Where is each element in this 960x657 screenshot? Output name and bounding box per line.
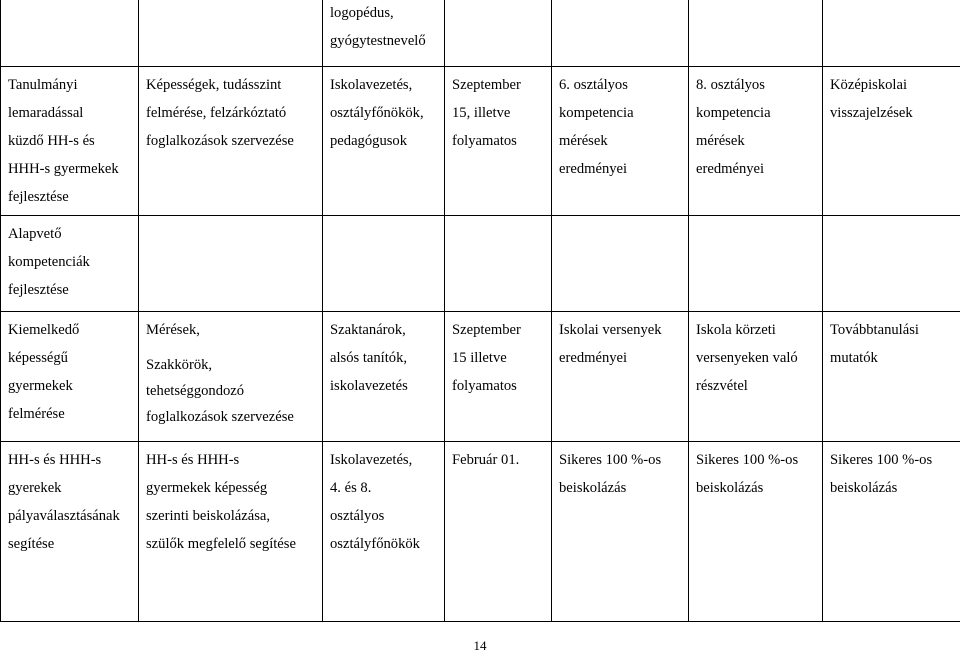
- cell-text: Sikeres 100 %-os: [559, 452, 662, 468]
- cell-text: HH-s és HHH-s: [146, 452, 240, 468]
- table-cell: [139, 442, 323, 622]
- cell-text: Alapvető: [8, 226, 62, 242]
- cell-text: pedagógusok: [330, 133, 408, 149]
- cell-text: mutatók: [830, 350, 878, 366]
- cell-text: 4. és 8.: [330, 480, 372, 496]
- table-row-alapveto-kompetenciak: [1, 216, 960, 312]
- cell-text: versenyeken való: [696, 350, 798, 366]
- cell-text: mérések: [696, 133, 745, 149]
- cell-text: Sikeres 100 %-os: [830, 452, 933, 468]
- cell-text: Kiemelkedő: [8, 322, 80, 338]
- cell-text: kompetencia: [559, 105, 634, 121]
- cell-text: fejlesztése: [8, 189, 69, 205]
- table-cell: [323, 0, 445, 67]
- table-cell: [552, 216, 689, 312]
- table-cell: [823, 312, 960, 442]
- cell-text: Képességek, tudásszint: [146, 77, 282, 93]
- cell-text: felmérése: [8, 406, 65, 422]
- table-cell: [323, 442, 445, 622]
- table-cell: [445, 312, 552, 442]
- table-cell: [323, 312, 445, 442]
- table-row-tanulmanyi-lemaradas: [1, 67, 960, 216]
- table-cell: [139, 312, 323, 442]
- cell-text: fejlesztése: [8, 282, 69, 298]
- cell-text: Szaktanárok,: [330, 322, 406, 338]
- cell-text: Iskolavezetés,: [330, 77, 413, 93]
- table-cell: [823, 442, 960, 622]
- cell-text: osztályfőnökök,: [330, 105, 424, 121]
- table-cell: [445, 0, 552, 67]
- cell-text: segítése: [8, 536, 55, 552]
- cell-text: gyerekek: [8, 480, 62, 496]
- cell-text: Szakkörök,: [146, 357, 213, 373]
- cell-text: folyamatos: [452, 378, 517, 394]
- table-row-top-row: [1, 0, 960, 67]
- cell-text: HHH-s gyermekek: [8, 161, 119, 177]
- cell-text: Középiskolai: [830, 77, 908, 93]
- cell-text: tehetséggondozó: [146, 383, 245, 399]
- cell-text: lemaradással: [8, 105, 84, 121]
- cell-text: részvétel: [696, 378, 748, 394]
- cell-text: Iskolavezetés,: [330, 452, 413, 468]
- cell-text: kompetenciák: [8, 254, 90, 270]
- cell-text: eredményei: [559, 161, 628, 177]
- table-cell: [1, 0, 139, 67]
- cell-text: Továbbtanulási: [830, 322, 919, 338]
- table-cell: [445, 216, 552, 312]
- table-cell: [323, 67, 445, 216]
- cell-text: beiskolázás: [830, 480, 898, 496]
- cell-text: Mérések,: [146, 322, 200, 338]
- cell-text: kompetencia: [696, 105, 771, 121]
- cell-text: logopédus,: [330, 5, 394, 21]
- cell-text: 8. osztályos: [696, 77, 765, 93]
- table-cell: [1, 67, 139, 216]
- table-cell: [552, 312, 689, 442]
- cell-text: folyamatos: [452, 133, 517, 149]
- cell-text: szerinti beiskolázása,: [146, 508, 270, 524]
- table-cell: [689, 216, 823, 312]
- cell-text: Szeptember: [452, 77, 521, 93]
- table-cell: [823, 0, 960, 67]
- cell-text: Tanulmányi: [8, 77, 78, 93]
- cell-text: Iskolai versenyek: [559, 322, 662, 338]
- table-row-palyavalasztas: [1, 442, 960, 622]
- table-cell: [689, 67, 823, 216]
- page-number: 14: [473, 638, 487, 653]
- table-cell: [552, 0, 689, 67]
- cell-text: alsós tanítók,: [330, 350, 408, 366]
- table-cell: [552, 442, 689, 622]
- cell-text: gyermekek: [8, 378, 73, 394]
- table-cell: [823, 67, 960, 216]
- cell-text: eredményei: [696, 161, 765, 177]
- cell-text: Szeptember: [452, 322, 521, 338]
- cell-text: Sikeres 100 %-os: [696, 452, 799, 468]
- cell-text: Iskola körzeti: [696, 322, 776, 338]
- cell-text: visszajelzések: [830, 105, 913, 121]
- table-cell: [139, 216, 323, 312]
- table-cell: [1, 216, 139, 312]
- cell-text: küzdő HH-s és: [8, 133, 95, 149]
- cell-text: iskolavezetés: [330, 378, 408, 394]
- cell-text: beiskolázás: [559, 480, 627, 496]
- cell-text: mérések: [559, 133, 608, 149]
- cell-text: felmérése, felzárkóztató: [146, 105, 287, 121]
- cell-text: HH-s és HHH-s: [8, 452, 102, 468]
- cell-text: szülők megfelelő segítése: [146, 536, 296, 552]
- table-row-kiemelkedo-kepessegu: [1, 312, 960, 442]
- cell-text: gyermekek képesség: [146, 480, 268, 496]
- table-cell: [689, 0, 823, 67]
- cell-text: képességű: [8, 350, 68, 366]
- cell-text: pályaválasztásának: [8, 508, 120, 524]
- cell-text: osztályos: [330, 508, 385, 524]
- table-cell: [1, 312, 139, 442]
- table-cell: [689, 442, 823, 622]
- cell-text: beiskolázás: [696, 480, 764, 496]
- cell-text: eredményei: [559, 350, 628, 366]
- table-cell: [823, 216, 960, 312]
- table-cell: [689, 312, 823, 442]
- table-cell: [139, 0, 323, 67]
- cell-text: osztályfőnökök: [330, 536, 420, 552]
- table-cell: [139, 67, 323, 216]
- cell-text: 6. osztályos: [559, 77, 628, 93]
- table-cell: [552, 67, 689, 216]
- cell-text: foglalkozások szervezése: [146, 133, 294, 149]
- cell-text: foglalkozások szervezése: [146, 409, 294, 425]
- cell-text: gyógytestnevelő: [330, 33, 426, 49]
- cell-text: 15 illetve: [452, 350, 507, 366]
- table-cell: [445, 67, 552, 216]
- table-cell: [445, 442, 552, 622]
- cell-text: 15, illetve: [452, 105, 511, 121]
- table-cell: [323, 216, 445, 312]
- cell-text: Február 01.: [452, 452, 520, 468]
- table-cell: [1, 442, 139, 622]
